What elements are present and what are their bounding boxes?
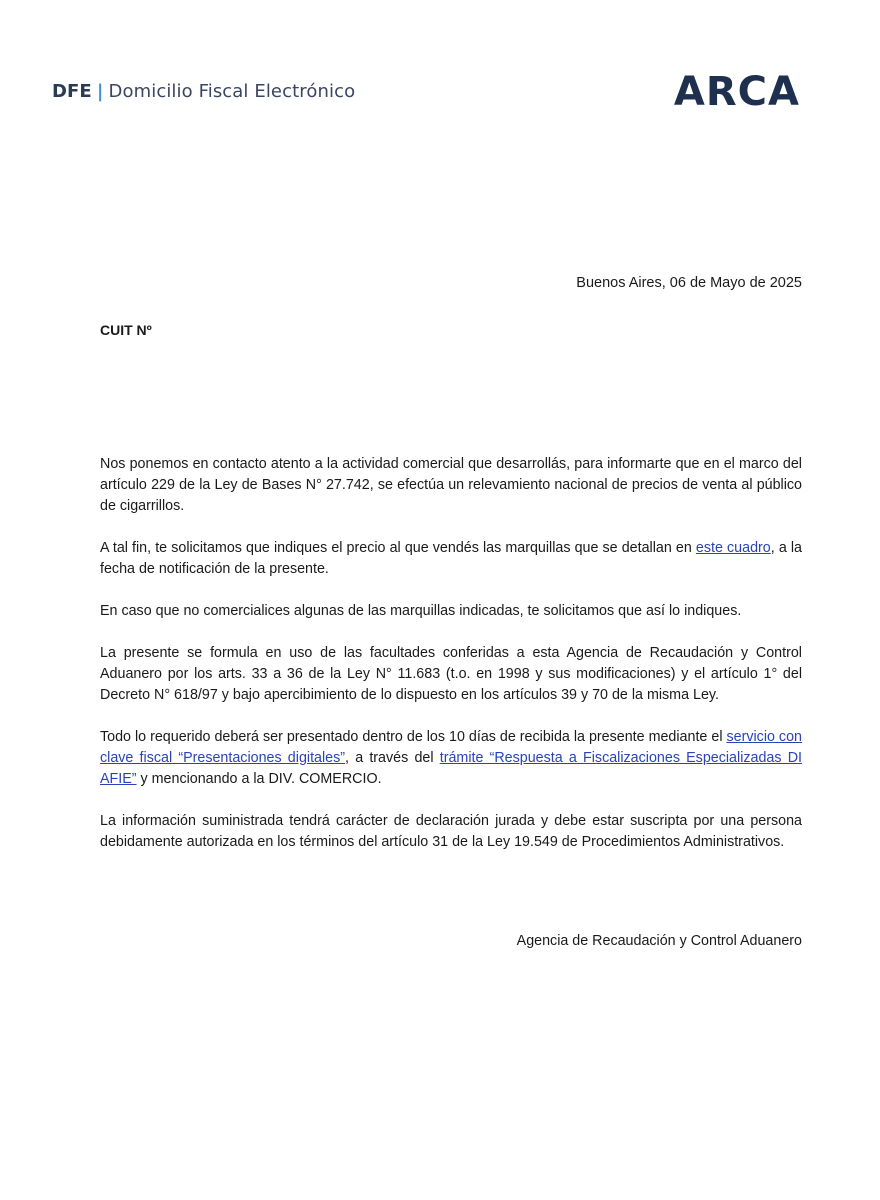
dfe-label: DFE <box>52 81 92 102</box>
service-name: Domicilio Fiscal Electrónico <box>108 81 356 102</box>
letter-body <box>100 454 802 874</box>
paragraph-2 <box>100 538 802 580</box>
signature: Agencia de Recaudación y Control Aduanero <box>516 933 802 949</box>
paragraph-4: La presente se formula en uso de las facultades conferidas a esta Agencia de Recaudación y Control Aduanero por los arts. 33 a 36 de la Ley N° 11.683 (t.o. en 1998 y sus modificaciones) y el artículo 1° del Decreto N° 618/97 y bajo apercibimiento de lo dispuesto en los artículos 39 y 70 de la misma Ley. <box>100 645 802 703</box>
paragraph-6: La información suministrada tendrá carácter de declaración jurada y debe estar suscripta por una persona debidamente autorizada en los términos del artículo 31 de la Ley 19.549 de Procedimientos Administrativos. <box>100 813 802 850</box>
date-line: Buenos Aires, 06 de Mayo de 2025 <box>576 275 802 291</box>
paragraph-3: En caso que no comercialices algunas de las marquillas indicadas, te solicitamos que así lo indiques. <box>100 603 742 619</box>
presentaciones-digitales-link[interactable]: servicio con clave fiscal “Presentaciones digitales” <box>100 729 802 766</box>
paragraph-1: Nos ponemos en contacto atento a la actividad comercial que desarrollás, para informarte que en el marco del artículo 229 de la Ley de Bases N° 27.742, se efectúa un relevamiento nacional de precios de venta al público de cigarrillos. <box>100 456 802 514</box>
tramite-respuesta-link[interactable]: trámite “Respuesta a Fiscalizaciones Especializadas DI AFIE” <box>100 750 802 787</box>
paragraph-5-text-c: y mencionando a la DIV. COMERCIO. <box>136 771 382 787</box>
arca-logo: ARCA <box>673 69 800 115</box>
header-separator: | <box>96 81 104 102</box>
paragraph-2-text-a: A tal fin, te solicitamos que indiques el precio al que vendés las marquillas que se detallan en <box>100 540 696 556</box>
cuit-label: CUIT Nº <box>100 322 152 338</box>
paragraph-5-text-b: , a través del <box>345 750 440 766</box>
service-title <box>52 81 355 102</box>
paragraph-5-text-a: Todo lo requerido deberá ser presentado dentro de los 10 días de recibida la presente mediante el <box>100 729 727 745</box>
este-cuadro-link[interactable]: este cuadro <box>695 540 771 556</box>
paragraph-5 <box>100 727 802 790</box>
letterhead <box>52 69 812 118</box>
paragraph-2-text-b: , a la fecha de notificación de la presente. <box>100 540 802 577</box>
